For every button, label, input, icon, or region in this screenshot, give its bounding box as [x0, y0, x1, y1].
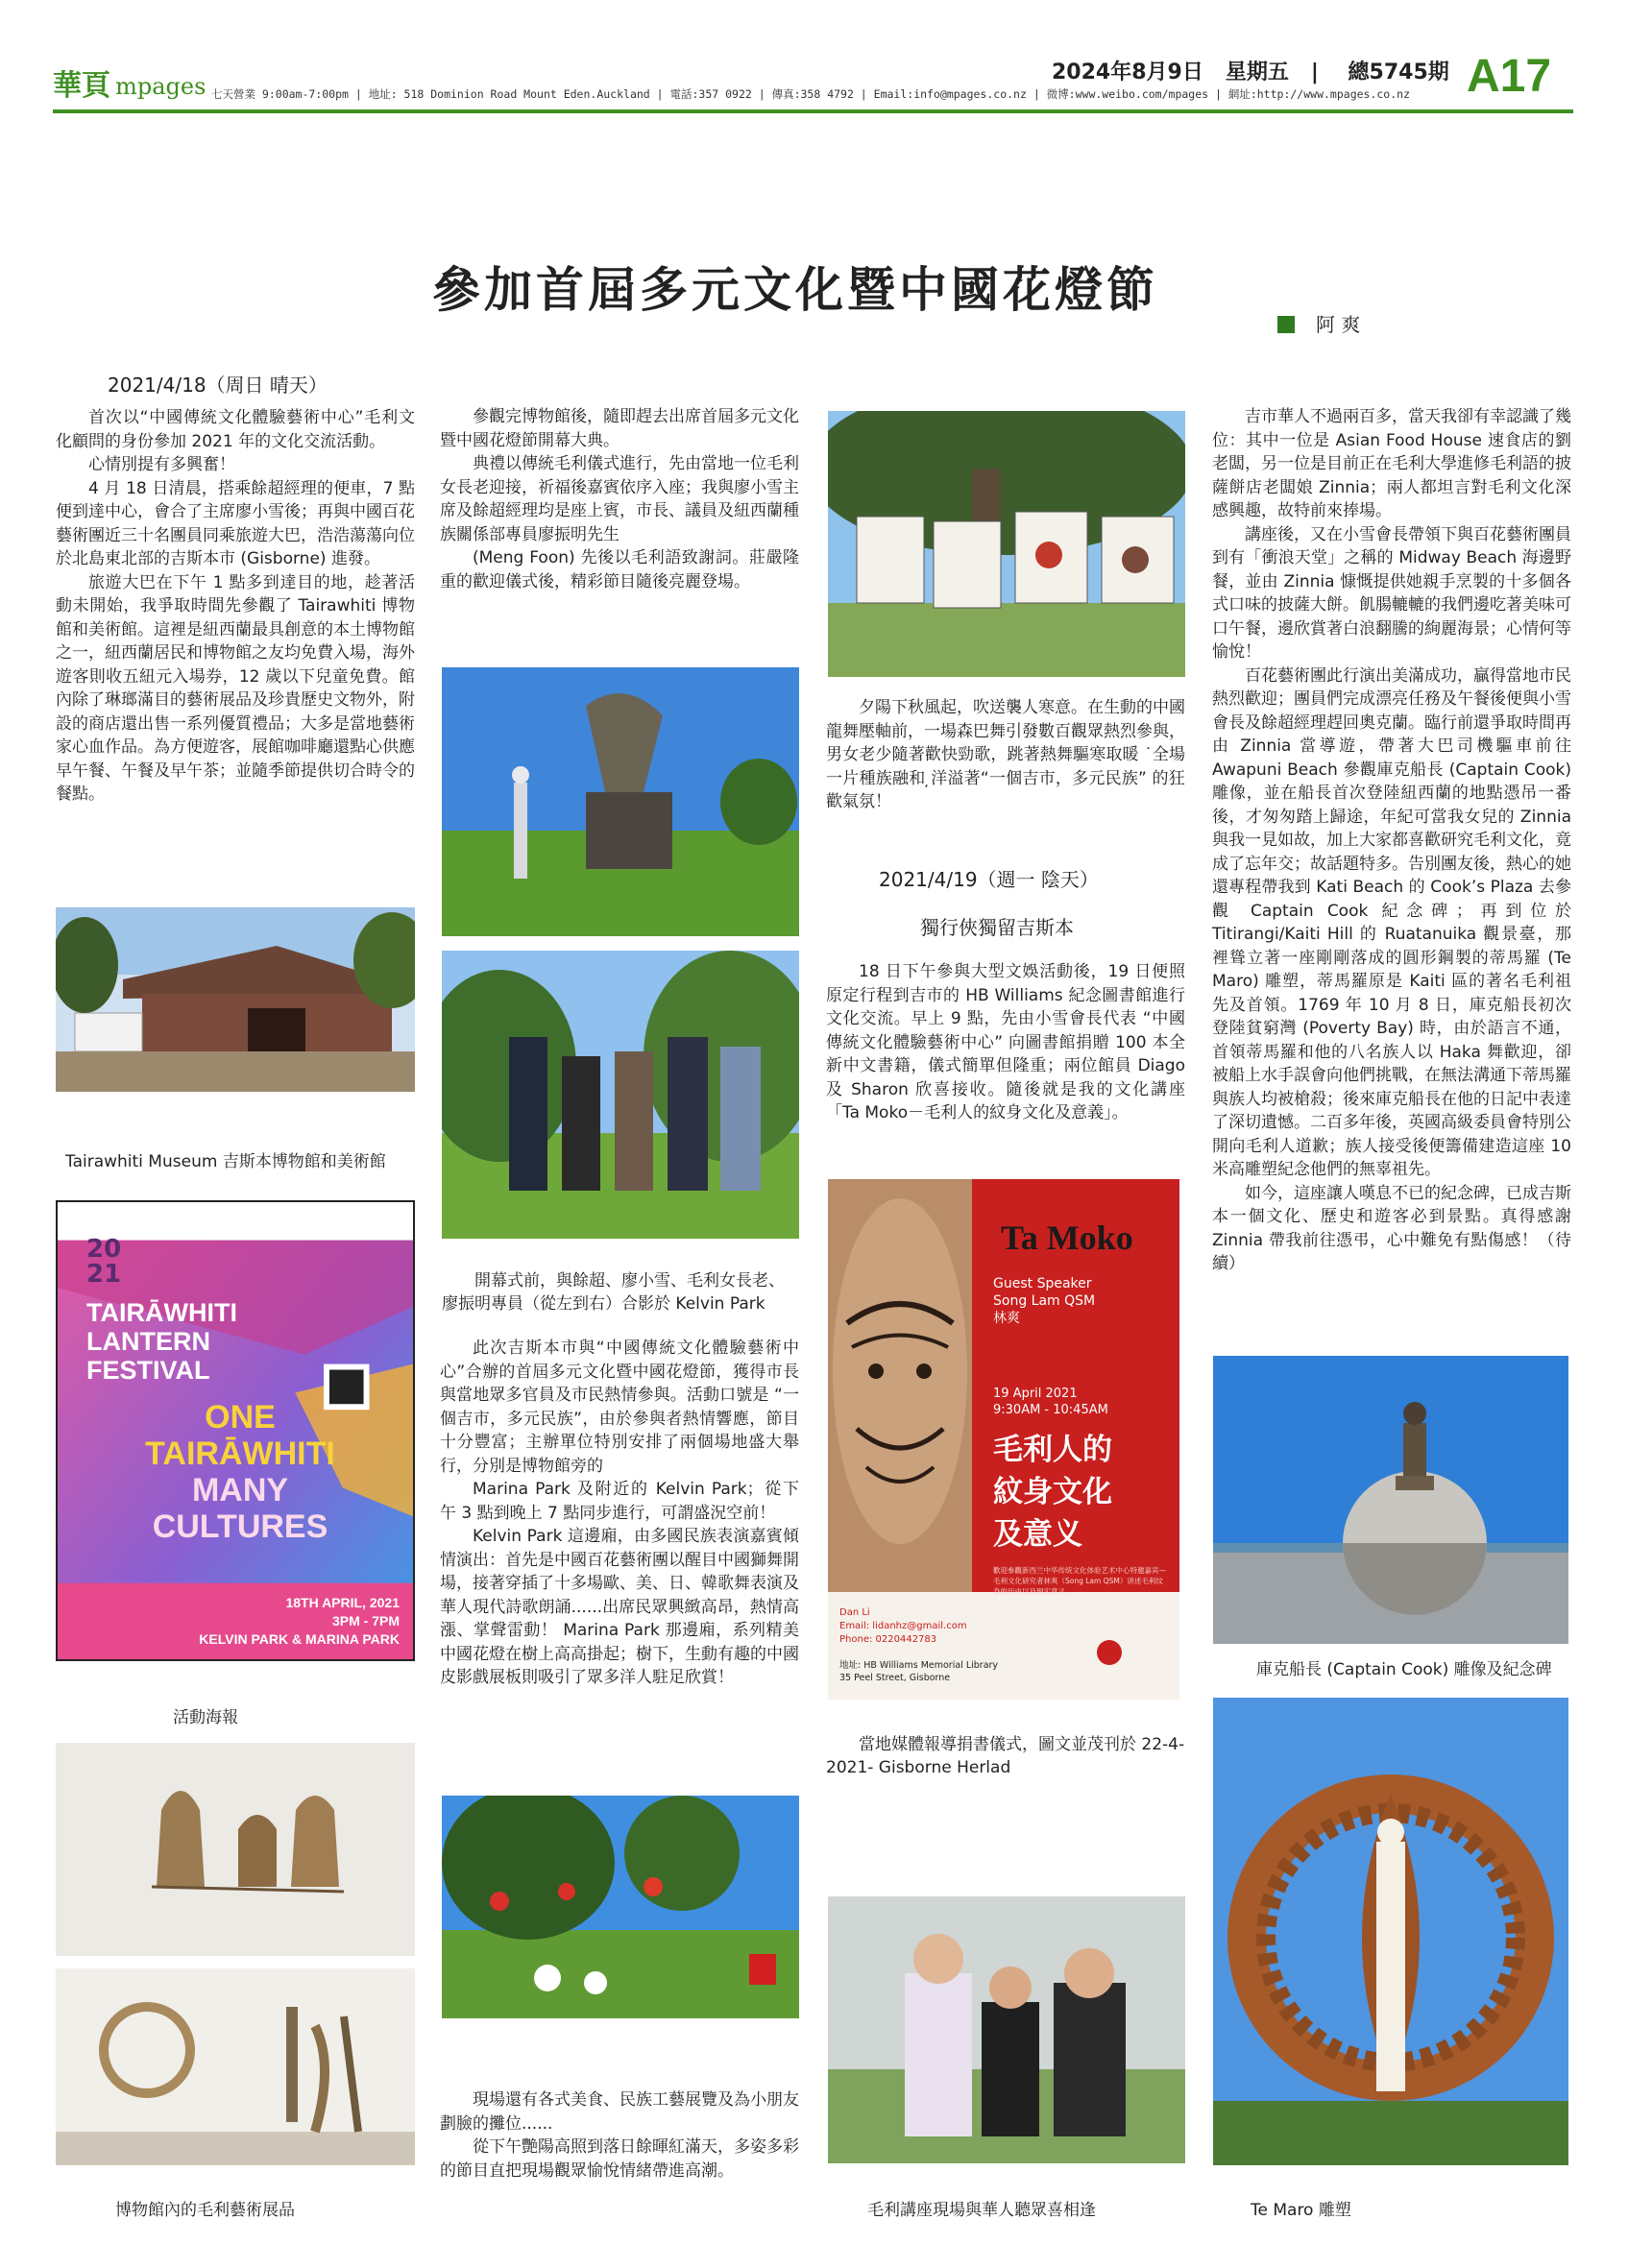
paragraph: 18 日下午參與大型文娛活動後，19 日便照原定行程到吉市的 HB Williams 紀念圖書館進行文化交流。早上 9 點，先由小雪會長代表 “中國傳統文化體驗藝術中心” 向圖書館捐贈 100 本全新中文書籍，儀式簡單但隆重；兩位館員 Diago 及 Sharon 欣喜接收。隨後就是我的文化講座「Ta Moko－毛利人的紋身文化及意義」。 [826, 962, 1185, 1122]
lecture-caption: 毛利講座現場與華人聽眾喜相逢 [867, 2201, 1096, 2220]
lecture-flyer [828, 1179, 1179, 1700]
poster-slogan-line: TAIRĀWHITI [145, 1436, 335, 1472]
col3-date-heading: 2021/4/19（週一 陰天） [879, 868, 1099, 891]
page-number: A17 [1467, 51, 1552, 102]
flyer-address: 35 Peel Street, Gisborne [839, 1673, 951, 1683]
flyer-cn-note: 歡迎參觀新西兰中华传统文化体验艺术中心特邀嘉宾—毛利文化研究者林爽（Song Lam QSM）讲述毛利纹身的历史以及现实意义。 [993, 1566, 1166, 1596]
te-maro-photo [1213, 1698, 1568, 2165]
poster-title-line: TAIRĀWHITI [86, 1298, 237, 1327]
flyer-caption: 當地媒體報導捐書儀式，圖文並茂刊於 22-4-2021- Gisborne Herlad [826, 1735, 1185, 1777]
contact-line: 七天營業 9:00am-7:00pm | 地址: 518 Dominion Road Mount Eden.Auckland | 電話:357 0922 | 傳真:358 4792 | Email:info@mpages.co.nz | 微博:www.weibo.com/mpages | 網址:http://www.mpages.co.nz [211, 87, 1411, 101]
maori-face-illustration [828, 1179, 972, 1592]
flyer-time: 9:30AM - 10:45AM [993, 1403, 1108, 1417]
lecture-photo [828, 1896, 1185, 2163]
paragraph: 現場還有各式美食、民族工藝展覽及為小朋友劃臉的攤位...... [440, 2090, 799, 2134]
poster-date: 18TH APRIL, 2021 [285, 1595, 400, 1610]
poster-slogan-line: CULTURES [152, 1508, 328, 1545]
col2-text-mid [440, 1337, 799, 1690]
header-rule [53, 109, 1573, 113]
issue-number: 總5745期 [1348, 60, 1449, 84]
flyer-speaker-name: Song Lam QSM [993, 1293, 1096, 1309]
paragraph: 典禮以傳統毛利儀式進行，先由當地一位毛利女長老迎接，祈福後嘉賓依序入座；我與廖小雪主席及餘超經理均是座上賓，市長、議員及紐西蘭種族關係部專員廖振明先生 [440, 454, 799, 544]
paragraph: 心情別提有多興奮！ [88, 455, 235, 474]
poster-slogan-line: ONE [205, 1399, 276, 1436]
poster-year-top: 20 [86, 1235, 122, 1264]
article-title: 參加首屆多元文化暨中國花燈節 [432, 262, 1158, 318]
newspaper-logo [53, 67, 216, 106]
paragraph: Marina Park 及附近的 Kelvin Park；從下午 3 點到晚上 7 點同步進行，可謂盛況空前！ [440, 1480, 799, 1523]
author-name: 阿 爽 [1316, 313, 1361, 336]
flyer-speaker-cn: 林爽 [993, 1311, 1020, 1326]
issue-date: 2024年8月9日 [1052, 60, 1203, 84]
col3-sub-heading: 獨行俠獨留吉斯本 [920, 916, 1074, 939]
gallery-caption: 博物館內的毛利藝術展品 [115, 2201, 295, 2220]
col3-text-top [826, 696, 1185, 814]
paragraph: 百花藝術團此行演出美滿成功，贏得當地市民熱烈歡迎；團員們完成漂亮任務及午餐後便與小雪會長及餘超經理趕回奧克蘭。臨行前還爭取時間再由 Zinnia 當導遊，帶著大巴司機驅車前往 Awapuni Beach 參觀庫克船長 (Captain Cook) 雕像，並在船長首次登陸紐西蘭的地點憑吊一番後，才匆匆踏上歸途，年紀可當我女兒的 Zinnia 與我一見如故，加上大家都喜歡研究毛利文化，竟成了忘年交；故話題特多。告別團友後，熱心的她還專程帶我到 Kati Beach 的 Cook’s Plaza 去參觀 Captain Cook 紀念碑；再到位於 Titirangi/Kaiti Hill 的 Ruatanuika 觀景臺，那裡聳立著一座剛剛落成的圓形鋼製的蒂馬羅 (Te Maro) 雕塑，蒂馬羅原是 Kaiti 區的著名毛利祖先及首領。1769 年 10 月 8 日，庫克船長初次登陸貧窮灣 (Poverty Bay) 時，由於語言不通，首領蒂馬羅和他的八名族人以 Haka 舞歡迎，卻被船上水手誤會向他們挑戰，在無法溝通下蒂馬羅與族人均被槍殺；後來庫克船長在他的日記中表達了深切遺憾。二百多年後，英國高級委員會特別公開向毛利人道歉；族人接受後便籌備建造這座 10 米高雕塑紀念他們的無辜祖先。 [1212, 665, 1571, 1179]
paragraph: Kelvin Park 這邊廂，由多國民族表演嘉賓傾情演出：首先是中國百花藝術團以醒目中國獅舞開場，接著穿插了十多場歐、美、日、韓歌舞表演及華人現代詩歌朗誦......出席民眾興緻高昂，熱情高漲、掌聲雷動！ Marina Park 那邊廂，系列精美中國花燈在樹上高高掛起；樹下，生動有趣的中國皮影戲展板則吸引了眾多洋人駐足欣賞！ [440, 1527, 799, 1687]
col1-date-heading: 2021/4/18（周日 晴天） [108, 374, 328, 397]
paragraph: 講座後，又在小雪會長帶領下與百花藝術團員到有「衝浪天堂」之稱的 Midway Beach 海邊野餐，並由 Zinnia 慷慨提供她親手烹製的十多個各式口味的披薩大餅。飢腸轆轆的我們邊吃著美味可口午餐，邊欣賞著白浪翻騰的絢麗海景；心情何等愉悅！ [1212, 524, 1571, 662]
col2-text-top [440, 405, 799, 593]
paragraph: 4 月 18 日清晨，搭乘餘超經理的便車，7 點便到達中心，會合了主席廖小雪後；再與中國百花藝術團近三十名團員同乘旅遊大巴，浩浩蕩蕩向位於北島東北部的吉斯本市 (Gisborne) 進發。 [56, 478, 415, 568]
poster-time: 3PM - 7PM [331, 1613, 400, 1629]
flyer-cn-title-line: 紋身文化 [993, 1475, 1112, 1509]
dateline: 2024年8月9日 星期五 | 總5745期 [1052, 60, 1449, 84]
festival-poster [56, 1200, 415, 1661]
paragraph: 旅遊大巴在下午 1 點多到達目的地，趁著活動未開始，我爭取時間先參觀了 Tairawhiti 博物館和美術館。這裡是紐西蘭最具創意的本土博物館之一，紐西蘭居民和博物館之友均免費入場，海外遊客則收五紐元入場券，12 歲以下兒童免費。館內除了琳瑯滿目的藝術展品及珍貴歷史文物外，附設的商店還出售一系列優質禮品；大多是當地藝術家心血作品。為方便遊客，展館咖啡廳還點心供應早午餐、午餐及早午茶；並隨季節提供切合時令的餐點。 [56, 572, 415, 804]
flyer-title: Ta Moko [1001, 1218, 1133, 1257]
poster-slogan-line: MANY [191, 1472, 289, 1508]
temaro-caption: Te Maro 雕塑 [1251, 2201, 1351, 2220]
flyer-cn-title-line: 及意义 [993, 1517, 1082, 1552]
flyer-speaker-label: Guest Speaker [993, 1276, 1092, 1291]
byline [1277, 309, 1360, 337]
poster-caption: 活動海報 [173, 1708, 238, 1727]
col2-text-bottom [440, 2088, 799, 2183]
paragraph: 參觀完博物館後，隨即趕去出席首屆多元文化暨中國花燈節開幕大典。 [440, 407, 799, 450]
paragraph: 吉市華人不過兩百多，當天我卻有幸認識了幾位：其中一位是 Asian Food House 速食店的劉老闆，另一位是目前正在毛利大學進修毛利語的披薩餅店老闆娘 Zinnia；兩人都坦言對毛利文化深感興趣，故特前來捧場。 [1212, 407, 1571, 520]
group-caption: 開幕式前，與餘超、廖小雪、毛利女長老、廖振明專員（從左到右）合影於 Kelvin Park [442, 1271, 785, 1314]
logo-mark: 華頁 [53, 69, 110, 103]
cook-caption: 庫克船長 (Captain Cook) 雕像及紀念碑 [1256, 1660, 1552, 1679]
flyer-contact-phone: Phone: 0220442783 [839, 1634, 937, 1645]
issue-weekday: 星期五 [1225, 60, 1289, 84]
gallery-photo-1 [56, 1743, 415, 1956]
flyer-contact-name: Dan Li [839, 1607, 870, 1618]
poster-venue: KELVIN PARK & MARINA PARK [199, 1631, 400, 1647]
group-photo [442, 951, 799, 1239]
paragraph: (Meng Foon) 先後以毛利語致謝詞。莊嚴隆重的歡迎儀式後，精彩節目隨後亮麗登場。 [440, 548, 799, 591]
paragraph: 從下午艷陽高照到落日餘暉紅滿天，多姿多彩的節目直把現場觀眾愉悅情緒帶進高潮。 [440, 2137, 799, 2181]
poster-year-bottom: 21 [86, 1260, 122, 1289]
sculpture-photo [442, 667, 799, 936]
logo-word: mpages [115, 73, 207, 100]
flyer-date: 19 April 2021 [993, 1387, 1078, 1401]
paragraph: 首次以“中國傳統文化體驗藝術中心”毛利文化顧問的身份參加 2021 年的文化交流活動。 [56, 408, 415, 451]
byline-square-icon [1277, 316, 1295, 333]
flyer-address-label: 地址: HB Williams Memorial Library [839, 1660, 999, 1671]
col1-text [56, 406, 415, 807]
paragraph: 此次吉斯本市與“中國傳統文化體驗藝術中心”合辦的首屆多元文化暨中國花燈節，獲得市長與當地眾多官員及市民熱情參與。活動口號是 “一個吉市，多元民族”，由於參與者熱情響應，節目十分豐富；主辦單位特別安排了兩個場地盛大舉行，分別是博物館旁的 [440, 1339, 799, 1476]
gallery-photo-2 [56, 1968, 415, 2165]
poster-title-line: FESTIVAL [86, 1356, 210, 1385]
paragraph: 夕陽下秋風起，吹送襲人寒意。在生動的中國龍舞壓軸前，一場森巴舞引發數百觀眾熱烈參與，男女老少隨著歡快勁歌，跳著熱舞驅寒取暖 ˙全場一片種族融和 ̦洋溢著“一個吉市，多元民族” 的狂歡氣氛！ [826, 698, 1185, 811]
col3-text-mid [826, 960, 1185, 1125]
lantern-photo [442, 1796, 799, 2018]
paragraph: 如今，這座讓人嘆息不已的紀念碑，已成吉斯本一個文化、歷史和遊客必到景點。真得感謝 Zinnia 帶我前往憑弔，心中難免有點傷感！（待續） [1212, 1183, 1571, 1273]
flyer-contact-email: Email: lidanhz@gmail.com [839, 1621, 967, 1631]
poster-title-line: LANTERN [86, 1327, 210, 1356]
captain-cook-photo [1213, 1356, 1568, 1644]
flyer-cn-title-line: 毛利人的 [993, 1433, 1112, 1467]
museum-caption: Tairawhiti Museum 吉斯本博物館和美術館 [65, 1152, 386, 1171]
col4-text [1212, 405, 1571, 1276]
flyer-seal-icon [1097, 1640, 1122, 1665]
museum-photo [56, 907, 415, 1092]
shadow-puppet-photo [828, 411, 1185, 677]
